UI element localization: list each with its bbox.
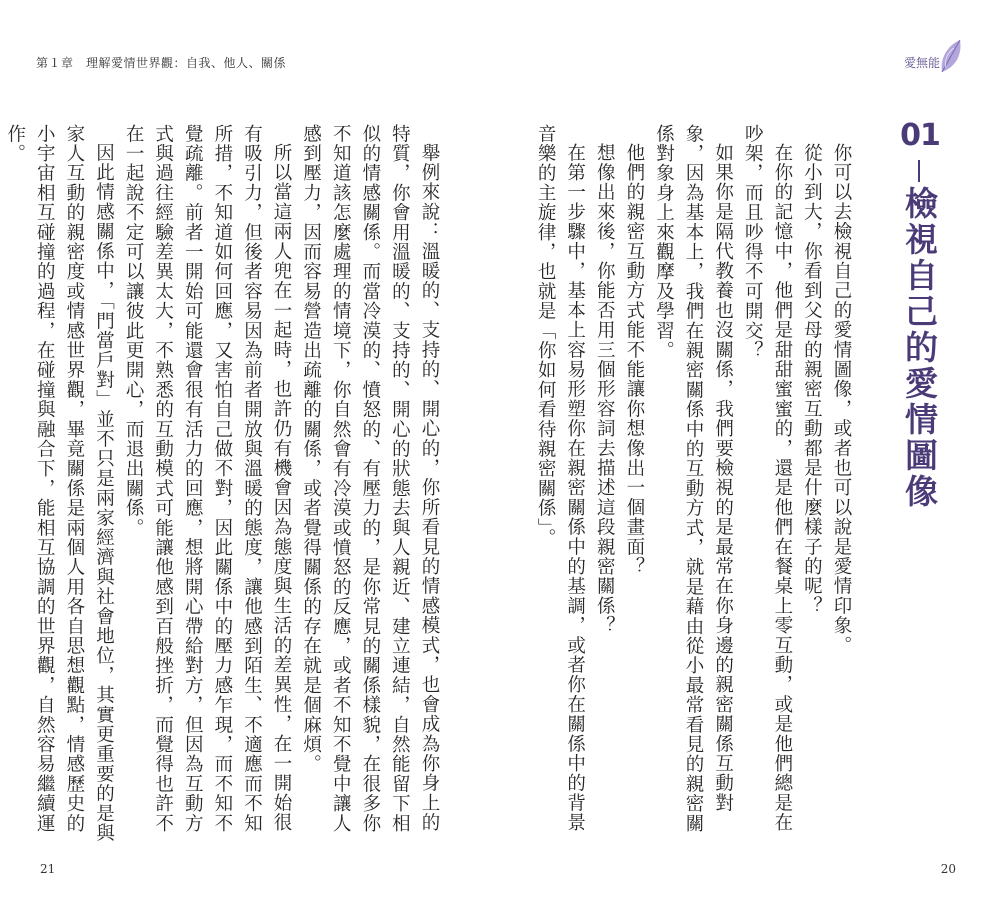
paragraph: 舉例來說：溫暖的、支持的、開心的，你所看見的情感模式，也會成為你身上的特質，你會用溫暖的、支持的、開心的狀態去與人親近、建立連結，自然能留下相似的情感關係。而當冷漠的、憤怒的、有壓力的，是你常見的關係樣貌，在很多你不知道該怎麼處理的情境下，你自然會有冷漠或憤怒的反應，或者不知不覺中讓人感到壓力，因而容易營造出疏離的關係，或者覺得關係的存在就是個麻煩。 [300, 124, 440, 834]
paragraph: 在你的記憶中，他們是甜甜蜜蜜的，還是他們在餐桌上零互動，或是他們總是在吵架，而且吵得不可開交？ [742, 124, 793, 832]
section-number: 01 [900, 118, 940, 153]
section-title: 檢視自己的愛情圖像 [900, 186, 939, 510]
paragraph: 你可以去檢視自己的愛情圖像，或者也可以說是愛情印象。 [831, 142, 852, 655]
paragraph: 他們的親密互動方式能不能讓你想像出一個畫面？ [623, 142, 645, 576]
paragraph: 因此情感關係中，「門當戶對」並不只是兩家經濟與社會地位，其實更重要的是與家人互動的親密度或情感世界觀，畢竟關係是兩個人用各自思想觀點，情感歷史的小宇宙相互碰撞的過程，在碰撞與融合下，能相互協調的世界觀，自然容易繼續運作。 [4, 124, 115, 843]
page-number-right: 20 [940, 862, 956, 876]
section-divider [918, 160, 920, 182]
running-head-right: 愛無能 [903, 56, 940, 70]
paragraph: 從小到大，你看到父母的親密互動都是什麼樣子的呢？ [801, 142, 823, 616]
running-head-left: 第１章 理解愛情世界觀：自我、他人、關係 [36, 56, 287, 70]
leaf-logo-icon [938, 38, 964, 74]
paragraph: 所以當這兩人兜在一起時，也許仍有機會因為態度與生活的差異性，在一開始很有吸引力，但後者容易因為前者開放與溫暖的態度，讓他感到陌生、不適應而不知所措，不知道如何回應，又害怕自己做不對，因此關係中的壓力感乍現，而不知不覺疏離。前者一開始可能還會很有活力的回應，想將開心帶給對方，但因為互動方式與過往經驗差異太大，不熟悉的互動模式可能讓他感到百般挫折，而覺得也許不在一起說不定可以讓彼此更開心，而退出關係。 [123, 124, 293, 834]
paragraph: 如果你是隔代教養也沒關係，我們要檢視的是最常在你身邊的親密關係互動對象，因為基本上，我們在親密關係中的互動方式，就是藉由從小最常看見的親密關係對象身上來觀摩及學習。 [653, 124, 734, 834]
left-page-body [4, 124, 444, 844]
paragraph: 在第一步驟中，基本上容易形塑你在親密關係中的基調，或者你在關係中的背景音樂的主旋律，也就是「你如何看待親密關係」。 [535, 124, 586, 832]
right-page-body [535, 124, 856, 844]
paragraph: 想像出來後，你能否用三個形容詞去描述這段親密關係？ [594, 142, 616, 635]
page-number-left: 21 [40, 862, 56, 876]
